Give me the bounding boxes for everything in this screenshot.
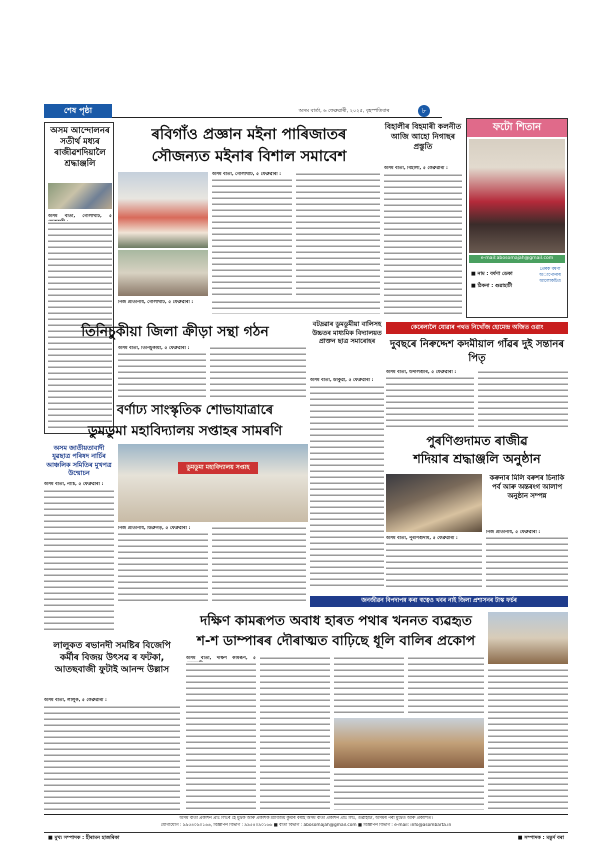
purnigudam-headline-1: পুৰণিগুদামত ৰাজীৱ	[426, 433, 528, 448]
bjp-dateline: অসম বাৰ্তা, লালুক, ৫ ফেব্ৰুৱাৰী :	[44, 698, 107, 703]
bottom-story-body-2	[260, 656, 330, 810]
dukhar-story	[386, 338, 568, 428]
bjp-story	[44, 640, 180, 810]
top-story-body-2	[296, 172, 380, 296]
purnigudam-dateline: অসম বাৰ্তা, পুৰণিগুদাম, ৫ ফেব্ৰুৱাৰী :	[386, 536, 458, 541]
bihali-headline: বিহালীৰ বিহমাৰী কলনীত আজি আহো নিগাছৰ প্ৰস্তুতি	[384, 122, 462, 151]
photo-box-vertical-label: প্ৰেৰক বৰ্ষণা অাপোনাৰ আলোকচিত্ৰ	[539, 267, 561, 284]
dhemaji-dateline: অসম বাৰ্তা, ডাকুৱা, ৫ ফেব্ৰুৱাৰী :	[310, 378, 374, 383]
footer-bar	[44, 832, 568, 843]
page-number: ৮	[418, 105, 430, 117]
purnigudam-headline-2: শদিয়াৰ শ্ৰদ্ধাঞ্জলি অনুষ্ঠান	[413, 451, 541, 466]
assam-national-body	[44, 489, 114, 634]
header-bar	[44, 104, 566, 118]
bottom-story-photo-2	[334, 718, 484, 768]
banner-blue: জনজীৱন বিপদাপন্ন কৰা স্বত্বেও খবৰ নাই জিলা প্ৰশাসনৰ টাস্ক ফৰ্চৰ	[310, 596, 568, 607]
top-story	[118, 120, 380, 316]
bjp-body	[44, 705, 180, 810]
top-story-body-3	[212, 300, 380, 314]
bihali-body	[384, 173, 462, 315]
dumduma-photo-banner: ডুমডুমা মহাবিদ্যালয় সপ্তাহ	[178, 462, 258, 474]
kaziranga-body	[486, 536, 568, 590]
bottom-story-headline-1: দক্ষিণ কামৰূপত অবাধ হাৰত পথাৰ খননত ব্যৱহৃত	[200, 613, 472, 629]
date-line: অসম বাৰ্তা, ৬ ফেব্ৰুৱাৰী, ২০২৫, বৃহস্পতিবাৰ	[298, 108, 390, 114]
top-story-photo-2	[118, 250, 208, 296]
footer-line-1: অসম বাৰ্তা প্ৰকাশন প্ৰাঃ লিঃৰ হৈ মুদ্ৰক আৰু প্ৰকাশক শ্ৰীবিজয় কুমাৰ বৰাই অসম বাৰ্তা প্ৰকাশন প্ৰাঃ লিঃ, গুৱাহাটী, অসমৰ পৰা মুদ্ৰিত আৰু প্ৰকাশিত।	[179, 816, 433, 821]
kaziranga-dateline: নিজ প্ৰতিনিধি, ৫ ফেব্ৰুৱাৰী :	[486, 530, 541, 535]
bihali-story	[384, 120, 462, 316]
bottom-story-body-3	[334, 656, 404, 716]
dukhar-headline: দুবছৰে নিৰুদ্দেশ কদমীয়াল গাঁৱৰ দুই সন্তানৰ পিতৃ	[390, 339, 564, 364]
assam-national-headline: অসম জাতীয়তাবাদী যুৱছাত্ৰ পৰিষদ নাৰ্চিৰ আঞ্চলিক সমিতিৰ মুখপত্ৰ উন্মোচন	[46, 444, 112, 478]
top-story-photo-1	[118, 172, 208, 248]
dhemaji-headline: বটদ্ৰৱাৰ ডুমডুমীয়া বালিসহ উচ্চতৰ মাধ্যমিক বিদ্যালয়ত প্ৰাক্তন ছাত্ৰ সমাৰোহৰ	[312, 320, 382, 346]
banner-red: কেৰেলালৈ যোৱাৰ পথত নিখোঁজ হোমেন্দ্ৰ অজিত ওৱাং	[386, 322, 568, 334]
top-story-dateline: অসম বাৰ্তা, গোলাঘাট, ৫ ফেব্ৰুৱাৰী :	[212, 172, 282, 177]
dumduma-photo	[118, 444, 308, 522]
top-story-headline-1: ৰবিগাঁও প্ৰজ্ঞান মইনা পাৰিজাতৰ	[151, 125, 347, 143]
bottom-story	[186, 612, 568, 810]
photo-box-title: ফটো শিতান	[467, 119, 567, 137]
bottom-story-body-1	[186, 662, 256, 810]
tinsukia-headline: তিনিচুকীয়া জিলা ক্ৰীড়া সন্থা গঠন	[81, 324, 269, 340]
dhemaji-story	[310, 320, 384, 590]
left-story-headline: অসম আন্দোলনৰ সতীৰ্থ মধ্যৰ ৰাজীৱশদিয়ালৈ শ্ৰদ্ধাঞ্জলি	[50, 126, 110, 169]
assam-national-story	[44, 444, 114, 634]
left-story-dateline: অসম বাৰ্তা, গোলাঘাট, ৫	[48, 214, 112, 219]
bottom-story-body-4	[408, 656, 484, 716]
bottom-story-body-5	[334, 772, 484, 810]
bottom-story-headline-2: শ-শ ডাম্পাৰৰ দৌৰাত্মত বাঢ়িছে ধূলি বালিৰ প্ৰকোপ	[196, 633, 476, 649]
top-story-caption: নিজ প্ৰতিনিধি, গোলাঘাট, ৫ ফেব্ৰুৱাৰী :	[118, 300, 194, 305]
dukhar-body-1	[386, 376, 474, 428]
left-story-photo	[48, 183, 112, 209]
photo-box	[466, 118, 568, 318]
tinsukia-body-1	[118, 352, 206, 398]
bjp-headline: লালুকত ৰভানদী সমষ্টিৰ বিজেপি কৰ্মীৰ বিজয় উৎসৱ ৰ ফটকা, আতছবাজী ফুটাই আনন্দ উল্লাস	[53, 641, 171, 675]
bottom-story-body-6	[488, 668, 568, 810]
dumduma-body-2	[212, 526, 306, 602]
photo-box-email: e-mail:abosomajah@gmail.com	[469, 255, 565, 263]
dumduma-headline-2: ডুমডুমা মহাবিদ্যালয় সপ্তাহৰ সামৰণি	[87, 423, 283, 439]
header-rule	[112, 117, 442, 118]
footer-chief-editor: ■ মুখ্য সম্পাদক : হীৰামন হাজৰিকা	[48, 835, 120, 841]
photo-box-name: ■ নাম : বৰ্ষণা ডেকা	[471, 271, 513, 277]
purnigudam-photo	[386, 474, 482, 532]
assam-national-dateline: অসম বাৰ্তা, নাৰ্চি, ৫ ফেব্ৰুৱাৰী :	[44, 482, 104, 487]
footer-rule	[44, 814, 568, 815]
dumduma-headline-1: বৰ্ণাঢ্য সাংস্কৃতিক শোভাযাত্ৰাৰে	[116, 403, 274, 418]
dukhar-body-2	[478, 370, 568, 428]
bottom-story-dateline: অসম বাৰ্তা, দক্ষিণ কামৰূপ, ৫	[186, 656, 256, 661]
photo-box-address: ■ ঠিকনা : গুৱাহাটী	[471, 283, 513, 289]
dumduma-body-1	[118, 532, 208, 602]
purnigudam-story	[386, 432, 568, 592]
photo-box-image	[469, 139, 565, 253]
dumduma-caption: নিজ প্ৰতিনিধি, ডিব্ৰুগড়, ৫ ফেব্ৰুৱাৰী :	[118, 526, 191, 531]
dhemaji-body	[310, 385, 384, 590]
tinsukia-dateline: অসম বাৰ্তা, তিনিচুকীয়া, ৫ ফেব্ৰুৱাৰী :	[118, 346, 190, 351]
purnigudam-body	[386, 542, 482, 590]
tinsukia-body-2	[210, 346, 306, 398]
bihali-dateline: অসম বাৰ্তা, বিহালী, ৫ ফেব্ৰুৱাৰী :	[384, 166, 448, 171]
footer-editor: ■ সম্পাদক : মন্তুৰ্দ বৰা	[517, 835, 564, 841]
section-label: শেষ পৃষ্ঠা	[44, 104, 112, 118]
dukhar-dateline: অসম বাৰ্তা, উদালগুৰি, ৫ ফেব্ৰুৱাৰী :	[386, 370, 457, 375]
kaziranga-headline: কৰুনাৰ মিলি বৰুশৰ চিনাকি পৰ্ব আৰু অন্তৰংগ আলাপ অনুষ্ঠান সম্পন্ন	[489, 474, 565, 500]
top-story-headline-2: সৌজন্যত মইনাৰ বিশাল সমাবেশ	[151, 147, 347, 165]
footer-line-2: যোগাযোগ : ৯৯৫৪০৯০১৬৬, বিজ্ঞাপন বিভাগ : ৯৯৫৪০৯০১৬৬ ■ বাৰ্তা বিভাগ : abosomajah@gmail.com ■ বিজ্ঞাপন বিভাগ : e-mail: info@asombarta.in	[160, 823, 452, 828]
top-story-body-1	[212, 178, 292, 296]
bottom-story-photo-1	[488, 612, 568, 664]
